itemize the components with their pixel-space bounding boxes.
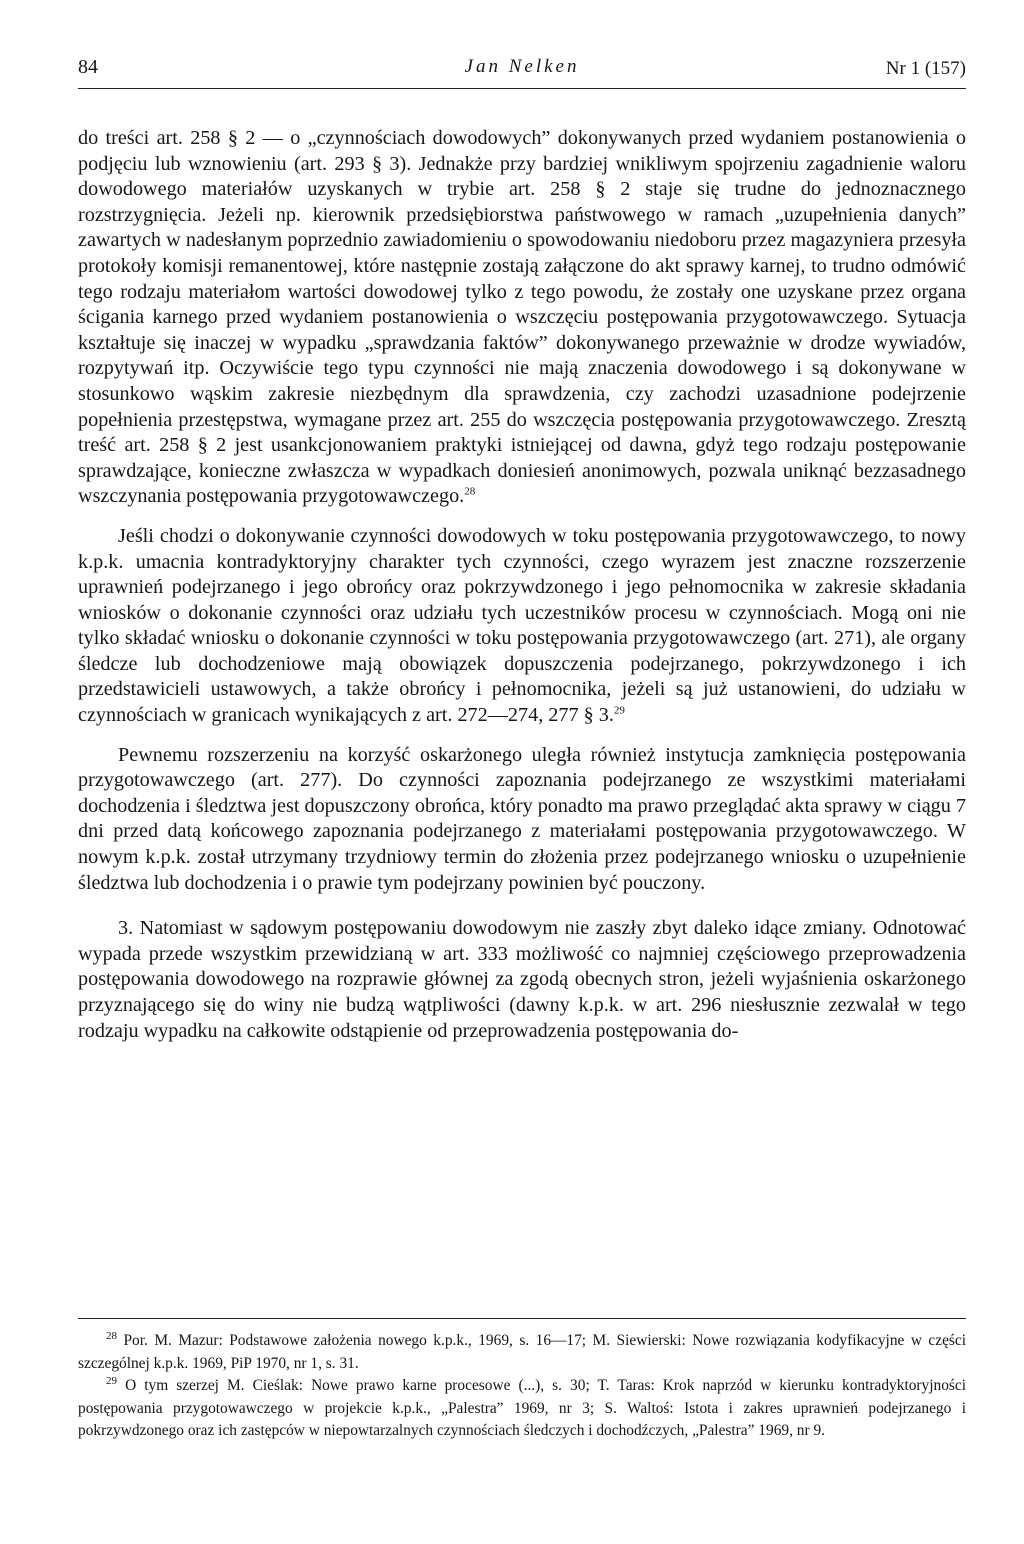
running-author: Jan Nelken <box>464 56 580 77</box>
footnote-text: Por. M. Mazur: Podstawowe założenia nowego k.p.k., 1969, s. 16—17; M. Siewierski: Nowe rozwiązania kodyfikacyjne w części szczególnej k.p.k. 1969, PiP 1970, nr 1, s. 31. <box>78 1332 966 1372</box>
footnote-number: 29 <box>106 1375 117 1388</box>
paragraph-text: Jeśli chodzi o dokonywanie czynności dowodowych w toku postępowania przygotowawczego, to nowy k.p.k. umacnia kontradyktoryjny charakter tych czynności, czego wyrazem jest znaczne rozszerzenie uprawnień podejrzanego i jego obrońcy oraz pokrzywdzonego i jego pełnomocnika w zakresie składania wniosków o dokonanie czynności oraz udziału tych uczestników procesu w czynnościach. Mogą oni nie tylko składać wniosku o dokonanie czynności w toku postępowania przygotowawczego (art. 271), ale organy śledcze lub dochodzeniowe mają obowiązek dopuszczenia podejrzanego, pokrzywdzonego i ich przedstawicieli ustawowych, a także obrońcy i pełnomocnika, jeżeli są już ustanowieni, do udziału w czynnościach w granicach wynikających z art. 272—274, 277 § 3. <box>78 524 966 727</box>
page-number: 84 <box>78 56 98 78</box>
footnote-text: O tym szerzej M. Cieślak: Nowe prawo karne procesowe (...), s. 30; T. Taras: Krok naprzód w kierunku kontradyktoryjności postępowania przygotowawczego w projekcie k.p.k., „Palestra” 1969, nr 3; S. Waltoś: Istota i zakres uprawnień podejrzanego i pokrzywdzonego oraz ich zastępców w niepowtarzalnych czynnościach śledczych i dochodźczych, „Palestra” 1969, nr 9. <box>78 1377 966 1440</box>
paragraph-text: 3. Natomiast w sądowym postępowaniu dowodowym nie zaszły zbyt daleko idące zmiany. Odnotować wypada przede wszystkim przewidzianą w art. 333 możliwość co najmniej częściowego przeprowadzenia postępowania dowodowego na rozprawie głównej za zgodą obecnych stron, jeżeli wyjaśnienia oskarżonego przyznającego się do winy nie budzą wątpliwości (dawny k.p.k. w art. 296 niesłusznie zezwalał w tego rodzaju wypadku na całkowite odstąpienie od przeprowadzenia postępowania do- <box>78 917 966 1042</box>
running-header <box>78 56 966 89</box>
footnote <box>78 1375 966 1443</box>
paragraph <box>78 743 966 897</box>
footnote-number: 28 <box>106 1329 117 1342</box>
paragraph-text: Pewnemu rozszerzeniu na korzyść oskarżonego uległa również instytucja zamknięcia postępowania przygotowawczego (art. 277). Do czynności zapoznania podejrzanego ze wszystkimi materiałami dochodzenia i śledztwa jest dopuszczony obrońca, który ponadto ma prawo przeglądać akta sprawy w ciągu 7 dni przed datą końcowego zapoznania podejrzanego z materiałami postępowania przygotowawczego. W nowym k.p.k. został utrzymany trzydniowy termin do złożenia przez podejrzanego wniosku o uzupełnienie śledztwa lub dochodzenia i o prawie tym podejrzany powinien być pouczony. <box>78 743 966 894</box>
section-paragraph <box>78 916 966 1044</box>
paragraph <box>78 524 966 729</box>
footnotes <box>78 1330 966 1443</box>
footnote-divider <box>78 1318 966 1319</box>
paragraph <box>78 126 966 510</box>
footnote-ref: 28 <box>464 485 476 498</box>
paragraph-text: do treści art. 258 § 2 — o „czynnościach dowodowych” dokonywanych przed wydaniem postanowienia o podjęciu lub wznowieniu (art. 293 § 3). Jednakże przy bardziej wnikliwym spojrzeniu zagadnienie waloru dowodowego materiałów uzyskanych w trybie art. 258 § 2 staje się trudne do jednoznacznego rozstrzygnięcia. Jeżeli np. kierownik przedsiębiorstwa państwowego w ramach „uzupełnienia danych” zawartych w nadesłanym poprzednio zawiadomieniu o spowodowaniu niedoboru przez magazyniera przesyła protokoły komisji remanentowej, które następnie zostają załączone do akt sprawy karnej, to trudno odmówić tego rodzaju materiałom wartości dowodowej tylko z tego powodu, że zostały one uzyskane przez organa ścigania karnego przed wydaniem postanowienia o wszczęciu postępowania przygotowawczego. Sytuacja kształtuje się inaczej w wypadku „sprawdzania faktów” dokonywanego przeważnie w drodze wywiadów, rozpytywań itp. Oczywiście tego typu czynności nie mają znaczenia dowodowego i są dokonywane w stosunkowo wąskim zakresie niezbędnym dla sprawdzenia, czy zachodzi uzasadnione podejrzenie popełnienia przestępstwa, wymagane przez art. 255 do wszczęcia postępowania przygotowawczego. Zresztą treść art. 258 § 2 jest usankcjonowaniem praktyki istniejącej od dawna, gdyż tego rodzaju postępowanie sprawdzające, konieczne zwłaszcza w wypadkach doniesień anonimowych, pozwala uniknąć bezzasadnego wszczynania postępowania przygotowawczego. <box>78 127 966 508</box>
footnote-ref: 29 <box>613 704 625 717</box>
issue-number: Nr 1 (157) <box>885 58 966 79</box>
footnote <box>78 1330 966 1375</box>
body-text <box>78 126 966 1044</box>
